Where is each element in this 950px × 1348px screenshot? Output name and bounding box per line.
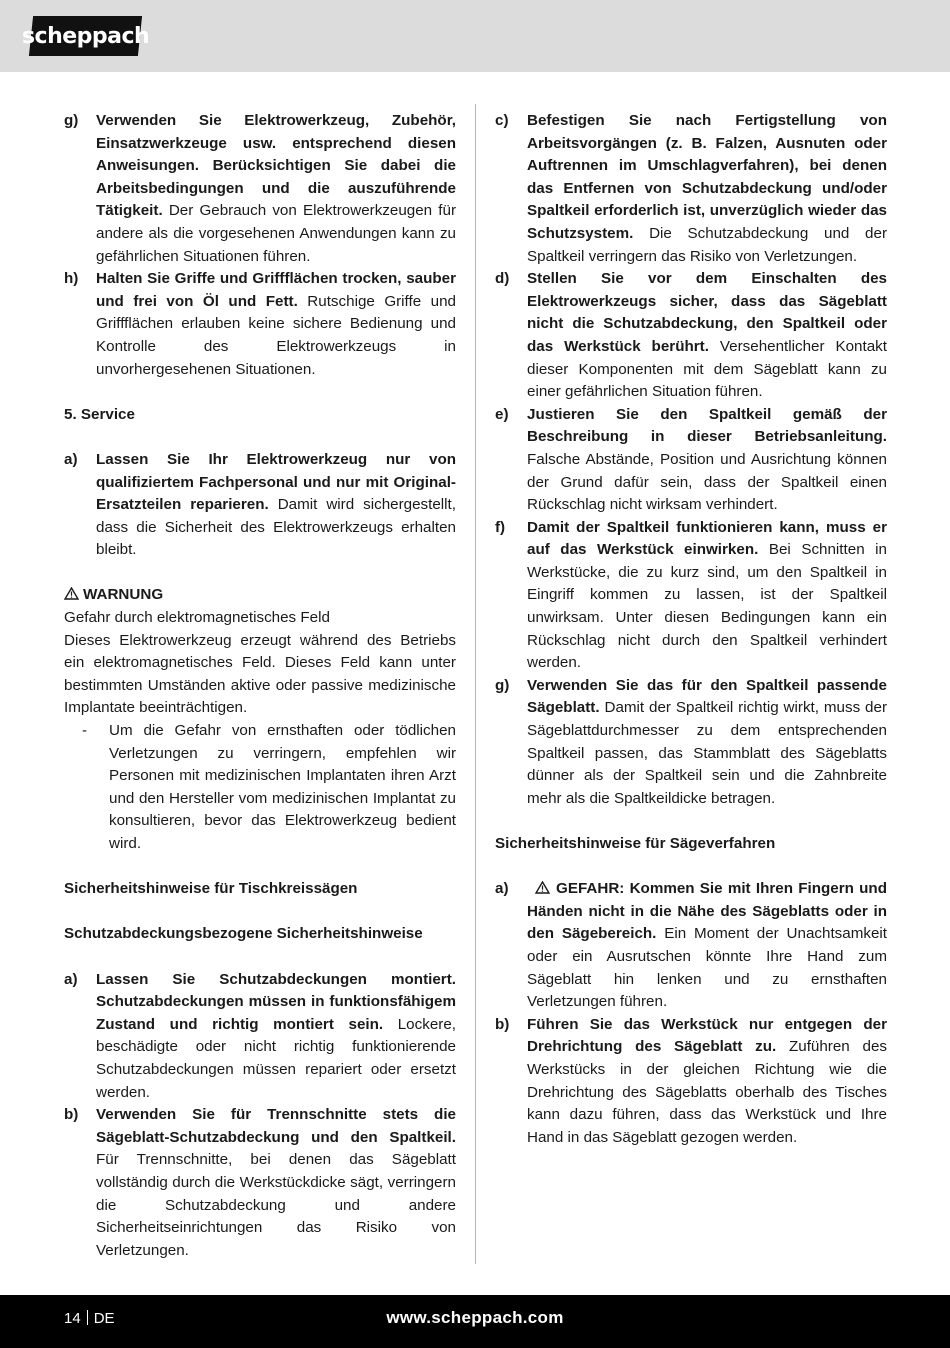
language-code: DE: [93, 1310, 115, 1327]
brand-logo: scheppach: [29, 16, 142, 56]
warning-triangle-icon: [64, 587, 79, 600]
list-item-c: c) Befestigen Sie nach Fertigstellung von Arbeitsvorgängen (z. B. Falzen, Ausnuten oder Auftrennen im Umschlagverfahren), bei denen das Entfernen von Schutzabdeckung und/oder Spaltkeil erforderlich ist, unverzüglich wieder das Schutzsystem. Die Schutzabdeckung und der Spaltkeil verringern das Risiko von Verletzungen.: [495, 112, 887, 265]
warning-dash-item: - Um die Gefahr von ernsthaften oder tödlichen Verletzungen zu verringern, empfehlen wir Personen mit medizinischen Implantaten ihren Arzt und den Hersteller vom medizinischen Implantat zu konsultieren, bevor das Elektrowerkzeug bedient wird.: [82, 722, 456, 852]
section-heading-service: 5. Service: [64, 405, 135, 423]
column-divider: [475, 104, 476, 1264]
list-item-schutz-a: a) Lassen Sie Schutzabdeckungen montiert. Schutzabdeckungen müssen in funktionsfähigem Zustand und richtig montiert sein. Lockere, beschädigte oder nicht richtig funktionierende Schutzabdeckungen müssen repariert oder ersetzt werden.: [64, 970, 456, 1101]
page-number: 14 DE: [64, 1310, 115, 1327]
list-item-f: f) Damit der Spaltkeil funktionieren kann, muss er auf das Werkstück einwirken. Bei Schnitten in Werkstücke, die zu kurz sind, um den Spaltkeil in Eingriff kommen zu lassen, ist der Spaltkeil unwirksam. Unter diesen Bedingungen kann ein Rückschlag nicht durch den Spaltkeil verhindert werden.: [495, 518, 887, 672]
footer-bar: [0, 1295, 950, 1348]
section-heading-tischkreissaegen: Sicherheitshinweise für Tischkreissägen: [64, 880, 358, 898]
list-item-g-right: g) Verwenden Sie das für den Spaltkeil passende Sägeblatt. Damit der Spaltkeil richtig wirkt, muss der Sägeblattdurchmesser zu dem entsprechenden Spaltkeil passen, das Stammblatt des Sägeblatts dünner als der Spaltkeil sein und die Zahnbreite mehr als die Spaltkeildicke betragen.: [495, 676, 887, 807]
list-item-g: g) Verwenden Sie Elektrowerkzeug, Zubehör, Einsatzwerkzeuge usw. entsprechend diesen Anweisungen. Berücksichtigen Sie dabei die Arbeitsbedingungen und die auszuführende Tätigkeit. Der Gebrauch von Elektrowerkzeugen für andere als die vorgesehenen Anwendungen kann zu gefährlichen Situationen führen.: [64, 112, 456, 265]
list-item-verfahren-a: a) GEFAHR: Kommen Sie mit Ihren Fingern und Händen nicht in die Nähe des Sägeblatts oder in den Sägebereich. Ein Moment der Unachtsamkeit oder ein Ausrutschen könnte Ihre Hand zum Sägeblatt hin lenken und zu ernsthaften Verletzungen führen.: [495, 880, 888, 1011]
list-item-h: h) Halten Sie Griffe und Griffflächen trocken, sauber und frei von Öl und Fett. Rutschige Griffe und Griffflächen erlauben keine sichere Bedienung und Kontrolle des Elektrowerkzeugs in unvorhergesehenen Situationen.: [64, 270, 456, 378]
list-item-schutz-b: b) Verwenden Sie für Trennschnitte stets die Sägeblatt-Schutzabdeckung und den Spaltkeil. Für Trennschnitte, bei denen das Sägeblatt vollständig durch die Werkstückdicke sägt, verringern die Schutzabdeckung und andere Sicherheitseinrichtungen das Risiko von Verletzungen.: [64, 1106, 456, 1259]
header-bar: [0, 0, 950, 72]
right-column: [495, 110, 887, 1149]
warning-body: Dieses Elektrowerkzeug erzeugt während des Betriebs ein elektromagnetisches Feld. Dieses Feld kann unter bestimmten Umständen aktive oder passive medizinische Implantate beeinträchtigen.: [64, 631, 456, 717]
list-item-d: d) Stellen Sie vor dem Einschalten des Elektrowerkzeugs sicher, dass das Sägeblatt nicht die Schutzabdeckung, den Spaltkeil oder das Werkstück berührt. Versehentlicher Kontakt dieser Komponenten mit dem Sägeblatt kann zu einer gefährlichen Situation führen.: [495, 270, 887, 401]
section-heading-saegeverfahren: Sicherheitshinweise für Sägeverfahren: [495, 835, 776, 852]
left-column: [64, 110, 456, 1262]
section-heading-schutzabdeckung: Schutzabdeckungsbezogene Sicherheitshinweise: [64, 925, 423, 943]
website-url[interactable]: www.scheppach.com: [386, 1308, 564, 1327]
list-item-service-a: a) Lassen Sie Ihr Elektrowerkzeug nur von qualifiziertem Fachpersonal und nur mit Original-Ersatzteilen reparieren. Damit wird sichergestellt, dass die Sicherheit des Elektrowerkzeugs erhalten bleibt.: [64, 450, 456, 559]
warning-subtitle: Gefahr durch elektromagnetisches Feld: [64, 609, 330, 627]
list-item-verfahren-b: b) Führen Sie das Werkstück nur entgegen der Drehrichtung des Sägeblatt zu. Zuführen des Werkstücks in der gleichen Richtung wie die Drehrichtung des Sägeblatts oberhalb des Tisches kann dazu führen, dass das Werkstück und Ihre Hand in das Sägeblatt gezogen werden.: [495, 1015, 887, 1146]
warning-title: WARNUNG: [64, 584, 456, 607]
warning-triangle-icon: [535, 881, 550, 894]
list-item-e: e) Justieren Sie den Spaltkeil gemäß der Beschreibung in dieser Betriebsanleitung. Falsche Abstände, Position und Ausrichtung können der Grund dafür sein, dass der Spaltkeil einen Rückschlag nicht wirksam verhindert.: [495, 405, 887, 514]
